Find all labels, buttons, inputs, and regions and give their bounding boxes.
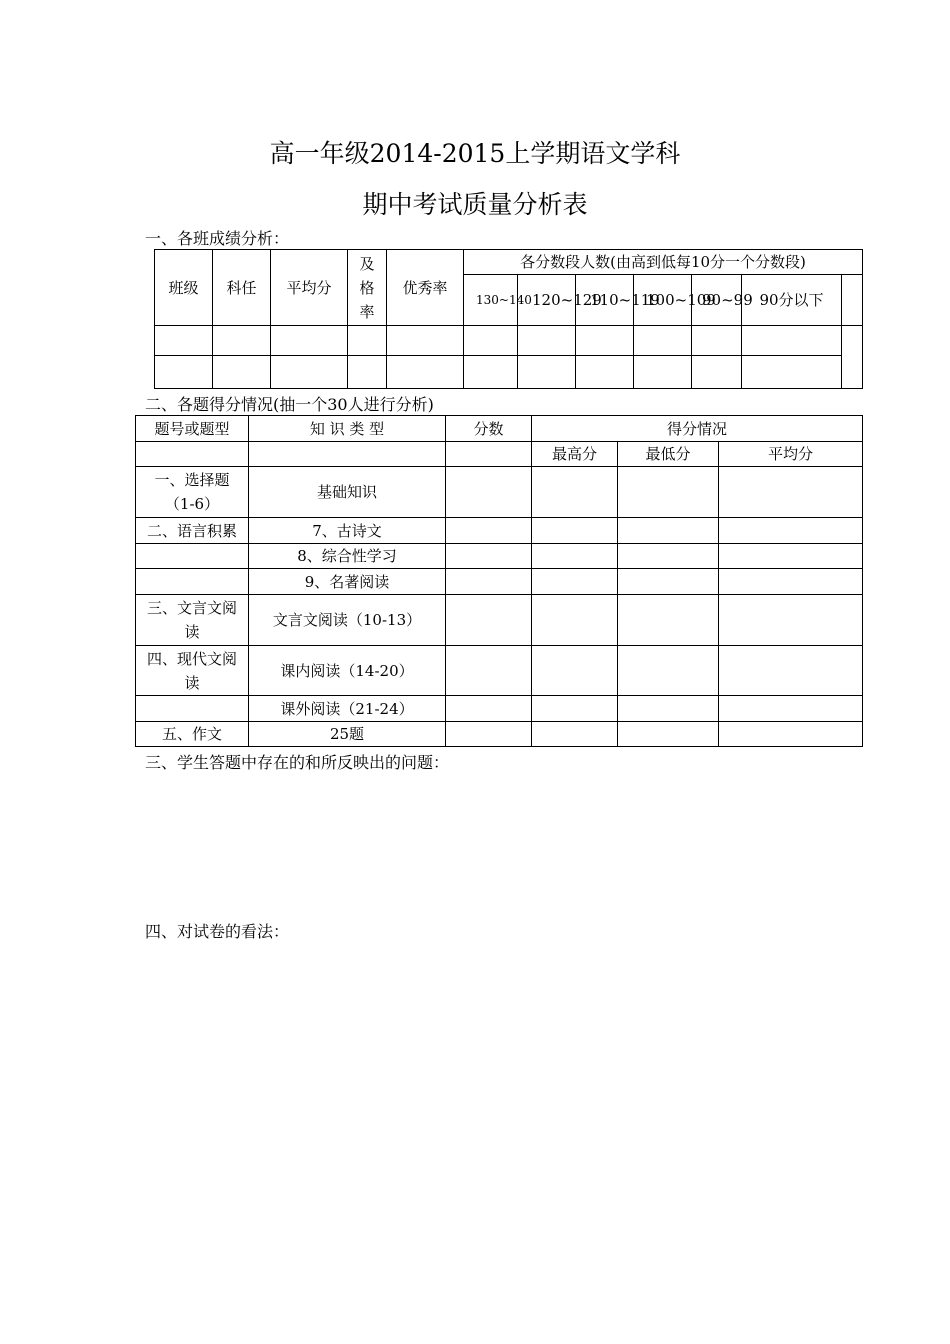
cell[interactable] (155, 356, 213, 389)
class-score-table (154, 249, 863, 389)
band-90-99: 90~99 (692, 275, 742, 326)
cell (446, 442, 532, 467)
question-type: 一、选择题（1-6） (136, 467, 249, 518)
cell[interactable] (618, 646, 719, 696)
question-type: 三、文言文阅读 (136, 595, 249, 646)
header-average: 平均分 (271, 250, 348, 326)
cell[interactable] (618, 518, 719, 544)
cell[interactable] (742, 326, 842, 356)
knowledge-type: 25题 (249, 722, 446, 747)
table-row (136, 544, 863, 569)
cell[interactable] (532, 722, 618, 747)
table-row (155, 356, 863, 389)
cell[interactable] (446, 467, 532, 518)
cell[interactable] (634, 326, 692, 356)
header-class: 班级 (155, 250, 213, 326)
question-type: 五、作文 (136, 722, 249, 747)
cell[interactable] (271, 326, 348, 356)
band-130-140: 130~140 (464, 275, 518, 326)
section2-heading: 二、各题得分情况(抽一个30人进行分析) (145, 395, 434, 414)
cell[interactable] (719, 646, 863, 696)
table-row (136, 696, 863, 722)
cell[interactable] (719, 696, 863, 722)
header-avg: 平均分 (719, 442, 863, 467)
cell[interactable] (155, 326, 213, 356)
knowledge-type: 8、综合性学习 (249, 544, 446, 569)
cell[interactable] (518, 326, 576, 356)
question-type: 二、语言积累 (136, 518, 249, 544)
cell[interactable] (532, 595, 618, 646)
cell[interactable] (271, 356, 348, 389)
header-result: 得分情况 (532, 416, 863, 442)
cell[interactable] (348, 326, 387, 356)
cell[interactable] (692, 326, 742, 356)
cell[interactable] (618, 467, 719, 518)
section1-heading: 一、各班成绩分析： (145, 229, 290, 248)
section3-heading: 三、学生答题中存在的和所反映出的问题： (145, 753, 450, 772)
cell[interactable] (742, 356, 842, 389)
cell[interactable] (618, 569, 719, 595)
question-type (136, 569, 249, 595)
cell[interactable] (618, 696, 719, 722)
cell[interactable] (532, 569, 618, 595)
cell[interactable] (446, 544, 532, 569)
cell (136, 442, 249, 467)
cell[interactable] (446, 595, 532, 646)
cell[interactable] (446, 696, 532, 722)
knowledge-type: 课内阅读（14-20） (249, 646, 446, 696)
header-score: 分数 (446, 416, 532, 442)
cell[interactable] (532, 696, 618, 722)
cell[interactable] (532, 518, 618, 544)
cell[interactable] (348, 356, 387, 389)
cell[interactable] (213, 326, 271, 356)
cell[interactable] (719, 569, 863, 595)
band-below-90: 90分以下 (742, 275, 842, 326)
question-score-table (135, 415, 863, 747)
cell[interactable] (464, 356, 518, 389)
cell[interactable] (618, 544, 719, 569)
band-100-109: 100~109 (634, 275, 692, 326)
knowledge-type: 课外阅读（21-24） (249, 696, 446, 722)
cell (842, 326, 863, 389)
header-question: 题号或题型 (136, 416, 249, 442)
document-subtitle: 期中考试质量分析表 (362, 190, 588, 219)
cell[interactable] (719, 595, 863, 646)
question-type: 四、现代文阅读 (136, 646, 249, 696)
cell[interactable] (719, 518, 863, 544)
knowledge-type: 9、名著阅读 (249, 569, 446, 595)
header-teacher: 科任 (213, 250, 271, 326)
cell[interactable] (446, 646, 532, 696)
table-row (136, 646, 863, 696)
band-120-129: 120~129 (518, 275, 576, 326)
cell[interactable] (618, 595, 719, 646)
cell[interactable] (634, 356, 692, 389)
header-min: 最低分 (618, 442, 719, 467)
cell[interactable] (532, 646, 618, 696)
section4-heading: 四、对试卷的看法： (145, 922, 290, 941)
header-pass-rate: 及格率 (348, 250, 387, 326)
band-110-119: 110~119 (576, 275, 634, 326)
cell[interactable] (446, 722, 532, 747)
cell[interactable] (213, 356, 271, 389)
question-type (136, 696, 249, 722)
header-excellent-rate: 优秀率 (387, 250, 464, 326)
knowledge-type: 文言文阅读（10-13） (249, 595, 446, 646)
cell[interactable] (532, 544, 618, 569)
table-row (136, 722, 863, 747)
knowledge-type: 7、古诗文 (249, 518, 446, 544)
header-knowledge: 知 识 类 型 (249, 416, 446, 442)
cell[interactable] (618, 722, 719, 747)
cell[interactable] (387, 356, 464, 389)
blank-cell (842, 275, 863, 326)
question-type (136, 544, 249, 569)
table-row (136, 467, 863, 518)
table-row (155, 326, 863, 356)
cell[interactable] (532, 467, 618, 518)
document-title: 高一年级2014-2015上学期语文学科 (269, 139, 681, 168)
cell[interactable] (576, 326, 634, 356)
cell[interactable] (446, 518, 532, 544)
table-row (136, 569, 863, 595)
cell[interactable] (464, 326, 518, 356)
table-row (136, 595, 863, 646)
cell[interactable] (518, 356, 576, 389)
cell[interactable] (576, 356, 634, 389)
header-max: 最高分 (532, 442, 618, 467)
cell[interactable] (692, 356, 742, 389)
cell[interactable] (719, 544, 863, 569)
cell[interactable] (719, 467, 863, 518)
table-row (136, 518, 863, 544)
cell[interactable] (387, 326, 464, 356)
header-score-bands: 各分数段人数(由高到低每10分一个分数段) (464, 250, 863, 275)
cell (249, 442, 446, 467)
cell[interactable] (446, 569, 532, 595)
knowledge-type: 基础知识 (249, 467, 446, 518)
cell[interactable] (719, 722, 863, 747)
